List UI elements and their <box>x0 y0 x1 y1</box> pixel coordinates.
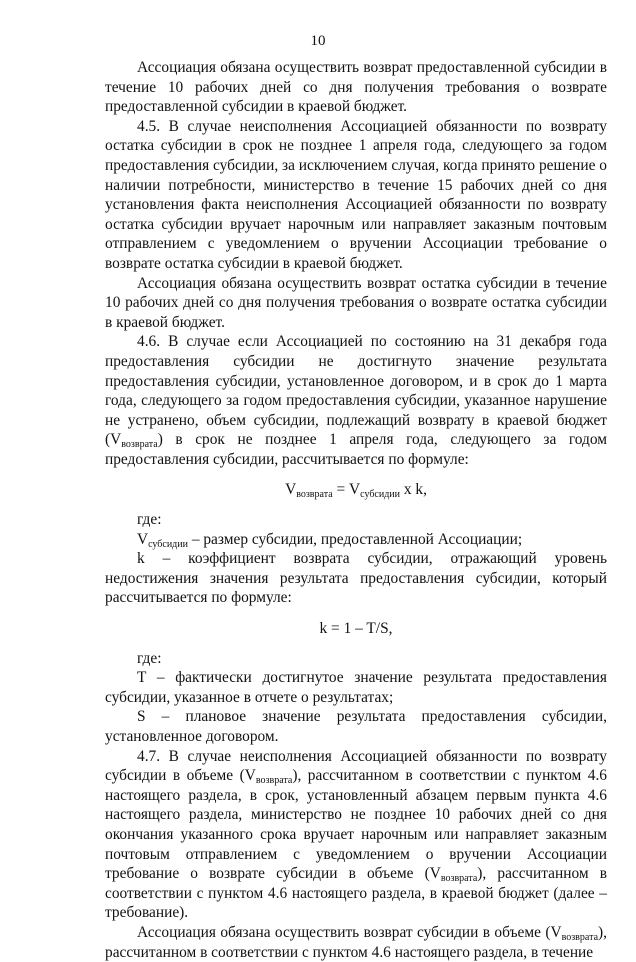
formula1-eq: = V <box>332 481 361 499</box>
where-label-1: где: <box>137 511 162 529</box>
def-v-text: – размер субсидии, предоставленной Ассоциации; <box>187 530 523 548</box>
document-body <box>105 58 607 962</box>
p6-sub: возврата <box>561 931 599 943</box>
page-number: 10 <box>310 33 326 49</box>
formula-v-return <box>105 480 607 500</box>
p5-text-b: ), рассчитанном в соответствии с пунктом 4.6 настоящего раздела, в срок, установленный абзацем первым пункта 4.6 настоящего раздела, министерство не позднее 10 рабочих дней со дня окончания указанного срока вручает нарочным или направляет заказным почтовым отправлением с уведомлением о вручении Ассоциации требование о возврате субсидии в объеме (V <box>105 767 607 883</box>
formula1-rest: x k, <box>399 481 427 499</box>
definition-v-subsidy <box>105 530 607 550</box>
p4-subscript: возврата <box>121 439 158 451</box>
def-v-symbol: V <box>137 530 149 548</box>
definition-s: S – плановое значение результата предоставления субсидии, установленное договором. <box>105 708 607 745</box>
formula1-sub2: субсидии <box>360 489 400 501</box>
p6-text-a: Ассоциация обязана осуществить возврат субсидии в объеме (V <box>137 923 562 941</box>
p5-sub1: возврата <box>255 775 293 787</box>
def-v-sub: субсидии <box>148 538 188 550</box>
paragraph-return-volume <box>105 923 607 962</box>
paragraph-4-5: 4.5. В случае неисполнения Ассоциацией обязанности по возврату остатка субсидии в срок не позднее 1 апреля года, следующего за годом предоставления субсидии, за исключением случая, когда принято решение о наличии потребности, министерство в течение 15 рабочих дней со дня установления факта неисполнения Ассоциацией обязанности по возврату остатка субсидии вручает нарочным или направляет заказным почтовым отправлением с уведомлением о вручении Ассоциации требование о возврате остатка субсидии в краевой бюджет. <box>105 117 607 272</box>
paragraph-return-subsidy: Ассоциация обязана осуществить возврат предоставленной субсидии в течение 10 рабочих дней со дня получения требования о возврате предоставленной субсидии в краевой бюджет. <box>105 59 607 116</box>
formula1-sub1: возврата <box>296 489 333 501</box>
paragraph-4-6 <box>105 332 607 469</box>
paragraph-4-7 <box>105 747 607 923</box>
definition-t: T – фактически достигнутое значение результата предоставления субсидии, указанное в отчете о результатах; <box>105 669 607 706</box>
where-label-2: где: <box>137 649 162 667</box>
p4-text-a: 4.6. В случае если Ассоциацией по состоянию на 31 декабря года предоставления субсидии не достигнуто значение результата предоставления субсидии, установленное договором, и в срок до 1 марта года, следующего за годом предоставления субсидии, указанное нарушение не устранено, объем субсидии, подлежащий возврату в краевой бюджет (V <box>105 333 607 449</box>
formula-k: k = 1 – T/S, <box>319 620 393 638</box>
p5-sub2: возврата <box>440 873 478 885</box>
p5-text-c: ), рассчитанном в соответствии с пунктом 4.6 настоящего раздела, в краевой бюджет (далее – требование). <box>105 865 607 922</box>
p4-text-b: ) в срок не позднее 1 апреля года, следующего за годом предоставления субсидии, рассчитывается по формуле: <box>105 431 607 468</box>
p5-text-a: 4.7. В случае неисполнения Ассоциацией обязанности по возврату субсидии в объеме (V <box>105 747 607 785</box>
formula1-v: V <box>285 481 297 499</box>
p6-text-b: ), рассчитанном в соответствии с пунктом 4.6 настоящего раздела, в течение <box>105 923 607 961</box>
definition-k: k – коэффициент возврата субсидии, отражающий уровень недостижения значения результата предоставления субсидии, который рассчитывается по формуле: <box>105 550 607 607</box>
paragraph-return-remainder: Ассоциация обязана осуществить возврат остатка субсидии в течение 10 рабочих дней со дня получения требования о возврате остатка субсидии в краевой бюджет. <box>105 274 607 331</box>
